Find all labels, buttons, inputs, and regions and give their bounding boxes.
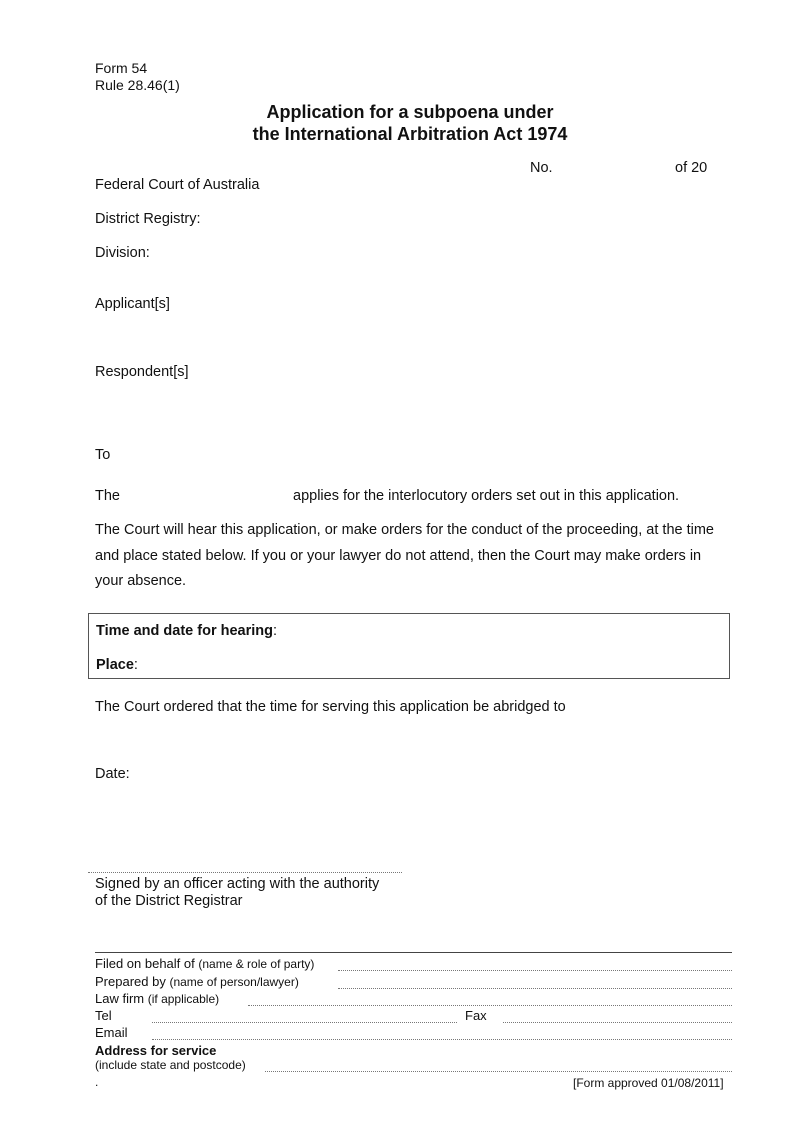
email-field[interactable]: [152, 1039, 732, 1040]
filed-note: (name & role of party): [198, 957, 315, 971]
respondents-label: Respondent[s]: [95, 364, 189, 380]
fax-field[interactable]: [503, 1022, 732, 1023]
address-field[interactable]: [265, 1071, 732, 1072]
case-no-label: No.: [530, 160, 553, 176]
address-note: (include state and postcode): [95, 1058, 246, 1072]
applies-text: applies for the interlocutory orders set out in this application.: [293, 488, 680, 504]
district-registry-label: District Registry:: [95, 211, 201, 227]
fax-label: Fax: [465, 1008, 487, 1023]
form-approved-text: [Form approved 01/08/2011]: [573, 1076, 724, 1090]
hearing-details-box: [88, 613, 730, 679]
prepared-by-field[interactable]: [338, 988, 732, 989]
abridged-text: The Court ordered that the time for serving this application be abridged to: [95, 699, 566, 715]
tel-field[interactable]: [152, 1022, 457, 1023]
court-name: Federal Court of Australia: [95, 177, 260, 193]
form-title-line1: Application for a subpoena under: [266, 102, 554, 122]
hearing-time-label: Time and date for hearing: [96, 623, 273, 639]
prepared-note: (name of person/lawyer): [169, 975, 299, 989]
hearing-place-colon: :: [133, 657, 138, 673]
footer-top-rule: [95, 952, 732, 953]
lawfirm-note: (if applicable): [147, 992, 220, 1006]
applicants-label: Applicant[s]: [95, 296, 170, 312]
division-label: Division:: [95, 245, 150, 261]
lawfirm-label: Law firm: [95, 991, 145, 1006]
signature-block: [95, 876, 379, 910]
filed-on-behalf-row: [95, 956, 314, 971]
email-label: Email: [95, 1025, 128, 1040]
signature-line1-text: Signed by an officer acting with the authority: [95, 876, 380, 892]
filed-on-behalf-field[interactable]: [338, 970, 732, 971]
to-label: To: [95, 447, 111, 463]
hearing-time-row: [96, 623, 277, 639]
form-rule-text: Rule 28.46(1): [95, 77, 180, 93]
hearing-notice-paragraph: The Court will hear this application, or make orders for the conduct of the proceeding, at the time and place stated below. If you or your lawyer do not attend, then the Court may make orders in your absence.: [95, 522, 714, 589]
prepared-by-row: [95, 974, 299, 989]
case-of-year-label: of 20: [675, 160, 708, 176]
address-label: Address for service: [95, 1043, 217, 1058]
form-number-text: Form 54: [95, 60, 148, 76]
hearing-place-row: [96, 657, 138, 673]
form-title: [0, 101, 800, 145]
form-title-line2: the International Arbitration Act 1974: [252, 124, 568, 144]
the-label: The: [95, 488, 120, 504]
signature-line: [88, 872, 402, 873]
filed-label: Filed on behalf of: [95, 956, 195, 971]
tel-label: Tel: [95, 1008, 112, 1023]
law-firm-row: [95, 991, 219, 1006]
date-label: Date:: [95, 766, 130, 782]
prepared-label: Prepared by: [95, 974, 166, 989]
form-number: [95, 60, 180, 94]
footer-dot: .: [95, 1075, 99, 1089]
law-firm-field[interactable]: [248, 1005, 732, 1006]
signature-line2-text: of the District Registrar: [95, 893, 243, 909]
hearing-place-label: Place: [96, 657, 134, 673]
hearing-time-colon: :: [273, 623, 278, 639]
